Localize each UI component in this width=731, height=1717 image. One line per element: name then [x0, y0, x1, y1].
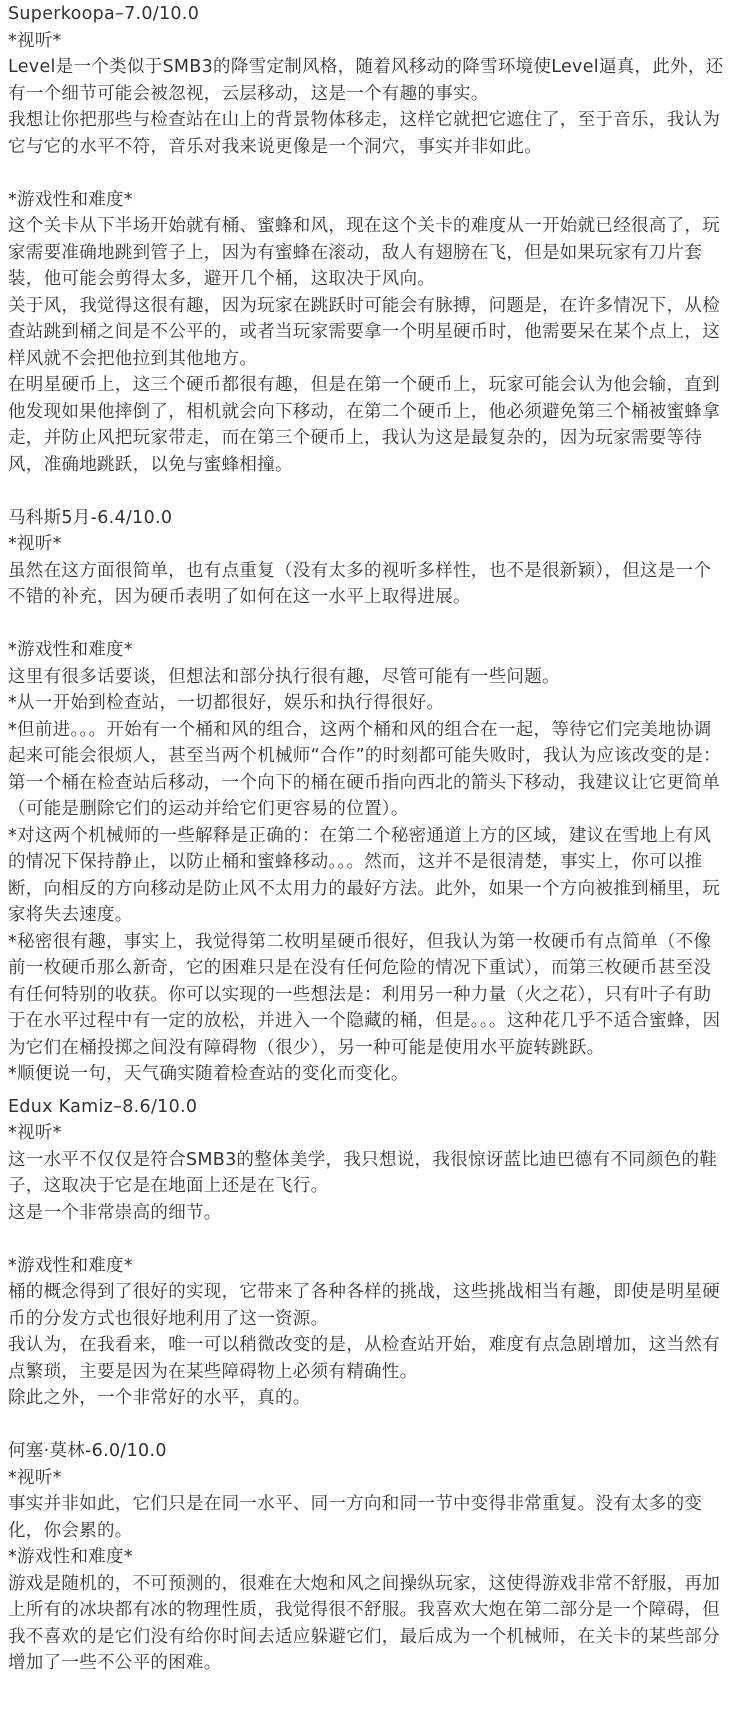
section-heading-audiovisual: *视听*: [8, 534, 62, 554]
review-paragraph: 游戏是随机的，不可预测的，很难在大炮和风之间操纵玩家，这使得游戏非常不舒服，再加上所有的冰块都有冰的物理性质，我觉得很不舒服。我喜欢大炮在第二部分是一个障碍，但我不喜欢的是它们没有给你时间去适应躲避它们，最后成为一个机械师，在关卡的某些部分增加了一些不公平的困难。: [8, 1573, 720, 1673]
review-paragraph: *从一开始到检查站，一切都很好，娱乐和执行得很好。: [8, 693, 445, 713]
blank-line: [8, 611, 725, 638]
section-heading-audiovisual: *视听*: [8, 30, 62, 51]
review-paragraph: 事实并非如此，它们只是在同一水平、同一方向和同一节中变得非常重复。没有太多的变化，你会累的。: [8, 1494, 703, 1541]
review-superkoopa: [8, 1, 725, 478]
section-heading-gameplay: *游戏性和难度*: [8, 1255, 133, 1276]
section-heading-gameplay: *游戏性和难度*: [8, 640, 133, 660]
section-heading-gameplay: *游戏性和难度*: [8, 1547, 133, 1567]
review-paragraph: 除此之外，一个非常好的水平，真的。: [8, 1388, 311, 1408]
review-paragraph: 这一水平不仅仅是符合SMB3的整体美学，我只想说，我很惊讶蓝比迪巴德有不同颜色的鞋子，这取决于它是在地面上还是在飞行。: [8, 1149, 718, 1196]
reviewer-score-header: 马科斯5月-6.4/10.0: [8, 507, 173, 528]
review-paragraph: *秘密很有趣，事实上，我觉得第二枚明星硬币很好，但我认为第一枚硬币有点简单（不像前一枚硬币那么新奇，它的困难只是在没有任何危险的情况下重试），而第三枚硬币甚至没有任何特别的收获。你可以实现的一些想法是：利用另一种力量（火之花），只有叶子有助于在水平过程中有一定的放松，并进入一个隐藏的桶，但是。。。这种花几乎不适合蜜蜂，因为它们在桶投掷之间没有障碍物（很少），另一种可能是使用水平旋转跳跃。: [8, 931, 721, 1058]
section-heading-gameplay: *游戏性和难度*: [8, 189, 133, 210]
section-heading-audiovisual: *视听*: [8, 1123, 62, 1143]
review-paragraph: *对这两个机械师的一些解释是正确的：在第二个秘密通道上方的区域，建议在雪地上有风的情况下保持静止，以防止桶和蜜蜂移动。。。然而，这并不是很清楚，事实上，你可以推断，向相反的方向移动是防止风不太用力的最好方法。此外，如果一个方向被推到桶里，玩家将失去速度。: [8, 825, 720, 925]
review-paragraph: Level是一个类似于SMB3的降雪定制风格，随着风移动的降雪环境使Level逼真，此外，还有一个细节可能会被忽视，云层移动，这是一个有趣的事实。: [8, 57, 724, 104]
review-marcos: [8, 505, 725, 1088]
review-paragraph: *顺便说一句，天气确实随着检查站的变化而变化。: [8, 1064, 409, 1084]
reviewer-score-header: 何塞·莫林-6.0/10.0: [8, 1441, 167, 1461]
review-paragraph: 关于风，我觉得这很有趣，因为玩家在跳跃时可能会有脉搏，问题是，在许多情况下，从检查站跳到桶之间是不公平的，或者当玩家需要拿一个明星硬币时，他需要呆在某个点上，这样风就不会把他拉到其他地方。: [8, 295, 720, 369]
review-jose-morin: [8, 1438, 725, 1677]
review-paragraph: 桶的概念得到了很好的实现，它带来了各种各样的挑战，这些挑战相当有趣，即使是明星硬币的分发方式也很好地利用了这一资源。: [8, 1282, 720, 1329]
review-paragraph: 这个关卡从下半场开始就有桶、蜜蜂和风，现在这个关卡的难度从一开始就已经很高了，玩家需要准确地跳到管子上，因为有蜜蜂在滚动，敌人有翅膀在飞，但是如果玩家有刀片套装，他可能会剪得太多，避开几个桶，这取决于风向。: [8, 216, 720, 289]
review-paragraph: 虽然在这方面很简单，也有点重复（没有太多的视听多样性，也不是很新颖），但这是一个不错的补充，因为硬币表明了如何在这一水平上取得进展。: [8, 560, 712, 607]
review-paragraph: 这是一个非常崇高的细节。: [8, 1202, 222, 1223]
review-paragraph: 在明星硬币上，这三个硬币都很有趣，但是在第一个硬币上，玩家可能会认为他会输，直到他发现如果他摔倒了，相机就会向下移动，在第二个硬币上，他必须避免第三个桶被蜜蜂拿走，并防止风把玩家带走，而在第三个硬币上，我认为这是最复杂的，因为玩家需要等待风，准确地跳跃，以免与蜜蜂相撞。: [8, 375, 720, 475]
blank-line: [8, 1226, 725, 1253]
review-edux-kamiz: [8, 1094, 725, 1412]
review-paragraph: 我想让你把那些与检查站在山上的背景物体移走，这样它就把它遮住了，至于音乐，我认为它与它的水平不符，音乐对我来说更像是一个洞穴，事实并非如此。: [8, 110, 720, 157]
reviewer-score-header: Superkoopa–7.0/10.0: [8, 4, 200, 24]
section-heading-audiovisual: *视听*: [8, 1467, 62, 1488]
review-paragraph: *但前进。。。开始有一个桶和风的组合，这两个桶和风的组合在一起，等待它们完美地协调起来可能会很烦人，甚至当两个机械师“合作”的时刻都可能失败时，我认为应该改变的是：第一个桶在检查站后移动，一个向下的桶在硬币指向西北的箭头下移动，我建议让它更简单（可能是删除它们的运动并给它们更容易的位置）。: [8, 719, 721, 819]
reviewer-score-header: Edux Kamiz–8.6/10.0: [8, 1096, 198, 1117]
blank-line: [8, 160, 725, 187]
review-paragraph: 这里有很多话要谈，但想法和部分执行很有趣，尽管可能有一些问题。: [8, 666, 560, 687]
review-paragraph: 我认为，在我看来，唯一可以稍微改变的是，从检查站开始，难度有点急剧增加，这当然有点繁琐，主要是因为在某些障碍物上必须有精确性。: [8, 1335, 720, 1382]
